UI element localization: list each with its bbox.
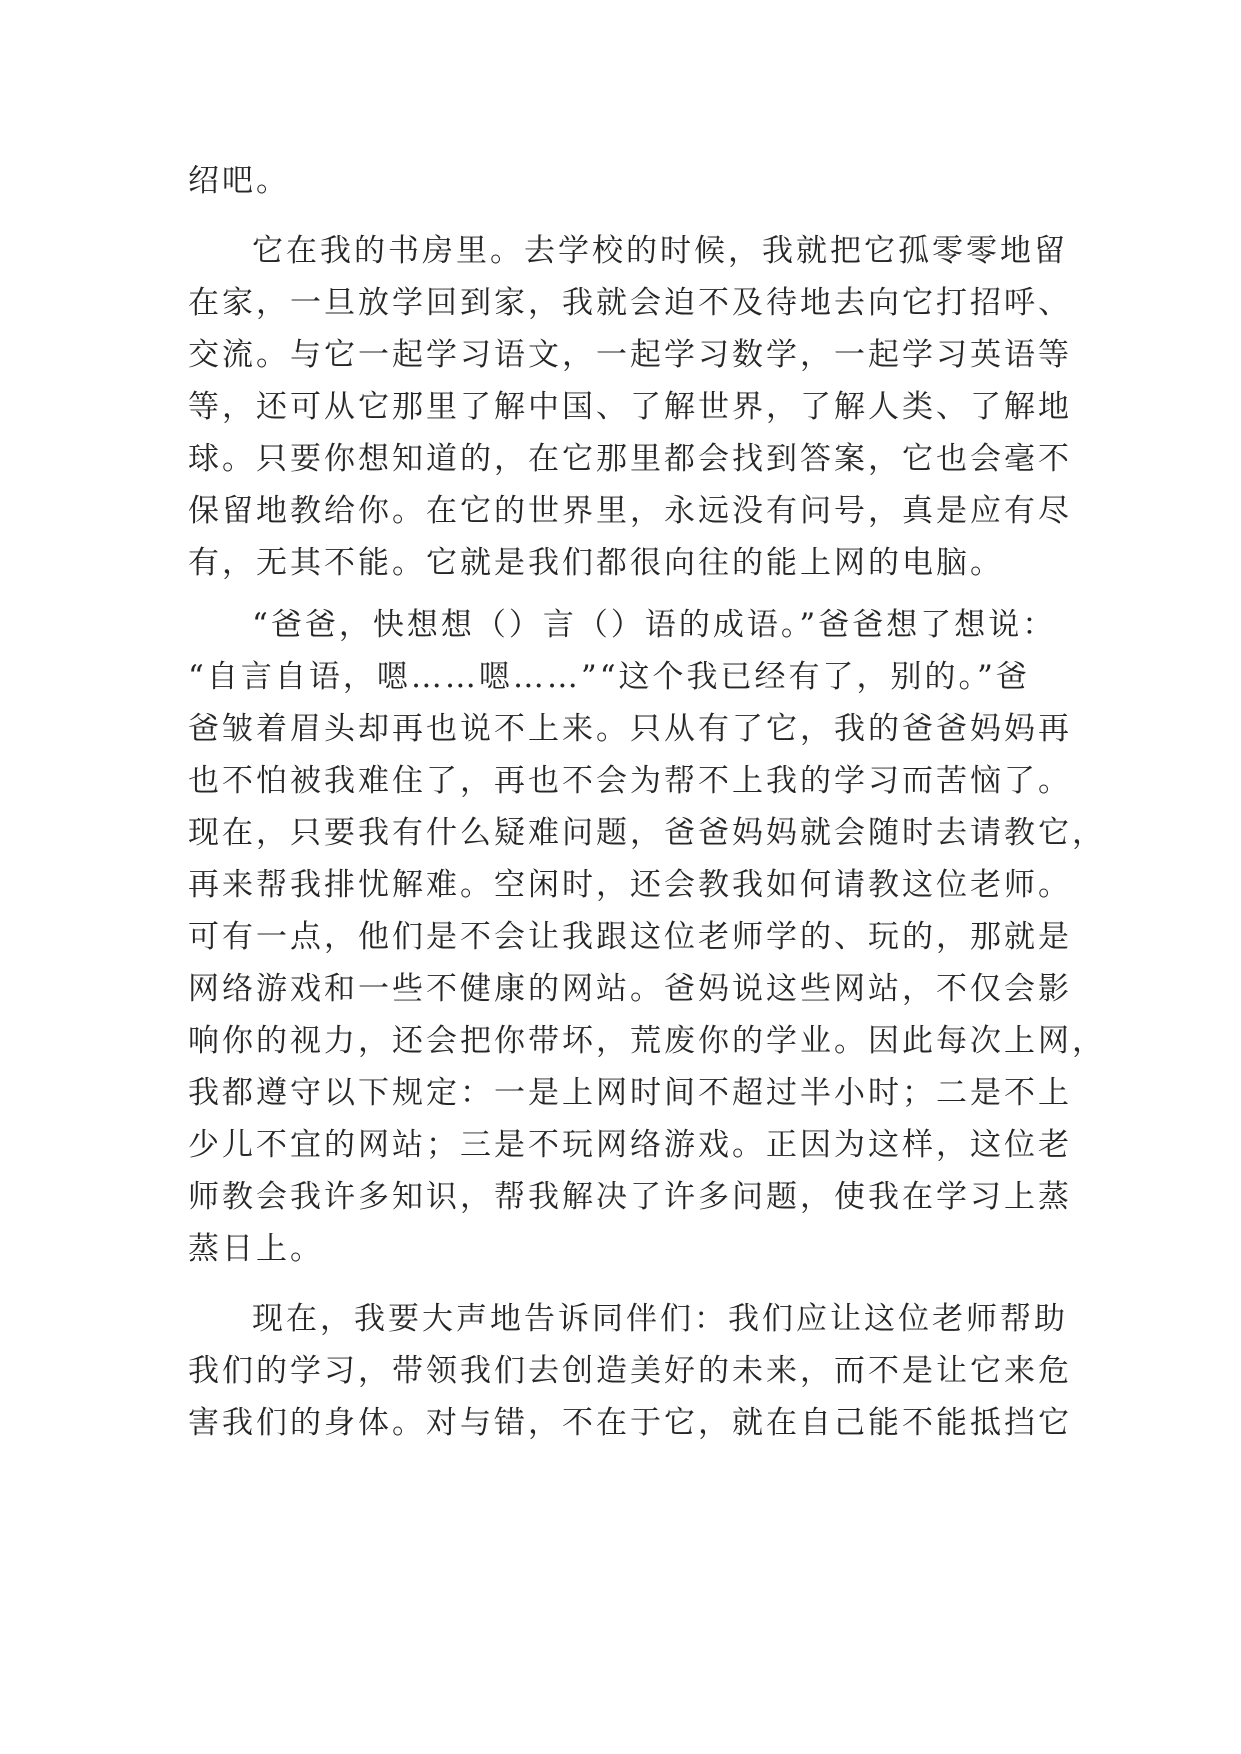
- text-line: 在家，一旦放学回到家，我就会迫不及待地去向它打招呼、: [188, 285, 1072, 321]
- text-line: “自言自语，嗯……嗯……”“这个我已经有了，别的。”爸: [188, 659, 1030, 695]
- text-line: 绍吧。: [188, 163, 290, 199]
- text-line: 害我们的身体。对与错，不在于它，就在自己能不能抵挡它: [188, 1405, 1072, 1441]
- paragraph-first-line: 它在我的书房里。去学校的时候，我就把它孤零零地留: [252, 233, 1068, 269]
- text-line: 现在，只要我有什么疑难问题，爸爸妈妈就会随时去请教它，: [188, 815, 1106, 851]
- text-line: 我们的学习，带领我们去创造美好的未来，而不是让它来危: [188, 1353, 1072, 1389]
- document-page: [188, 155, 1106, 1449]
- paragraph-first-line: 现在，我要大声地告诉同伴们：我们应让这位老师帮助: [252, 1301, 1068, 1337]
- text-line: 我都遵守以下规定：一是上网时间不超过半小时；二是不上: [188, 1075, 1072, 1111]
- text-line: 球。只要你想知道的，在它那里都会找到答案，它也会毫不: [188, 441, 1072, 477]
- text-line: 可有一点，他们是不会让我跟这位老师学的、玩的，那就是: [188, 919, 1072, 955]
- text-line: 蒸日上。: [188, 1231, 324, 1267]
- text-line: 少儿不宜的网站；三是不玩网络游戏。正因为这样，这位老: [188, 1127, 1072, 1163]
- text-line: 师教会我许多知识，帮我解决了许多问题，使我在学习上蒸: [188, 1179, 1072, 1215]
- text-line: 响你的视力，还会把你带坏，荒废你的学业。因此每次上网，: [188, 1023, 1106, 1059]
- text-line: 爸皱着眉头却再也说不上来。只从有了它，我的爸爸妈妈再: [188, 711, 1072, 747]
- text-line: 网络游戏和一些不健康的网站。爸妈说这些网站，不仅会影: [188, 971, 1072, 1007]
- text-line: 交流。与它一起学习语文，一起学习数学，一起学习英语等: [188, 337, 1072, 373]
- text-line: 保留地教给你。在它的世界里，永远没有问号，真是应有尽: [188, 493, 1072, 529]
- text-line: 等，还可从它那里了解中国、了解世界，了解人类、了解地: [188, 389, 1072, 425]
- text-line: 有，无其不能。它就是我们都很向往的能上网的电脑。: [188, 545, 1004, 581]
- text-line: 也不怕被我难住了，再也不会为帮不上我的学习而苦恼了。: [188, 763, 1072, 799]
- text-line: 再来帮我排忧解难。空闲时，还会教我如何请教这位老师。: [188, 867, 1072, 903]
- paragraph-first-line: “爸爸，快想想（）言（）语的成语。”爸爸想了想说：: [252, 607, 1057, 643]
